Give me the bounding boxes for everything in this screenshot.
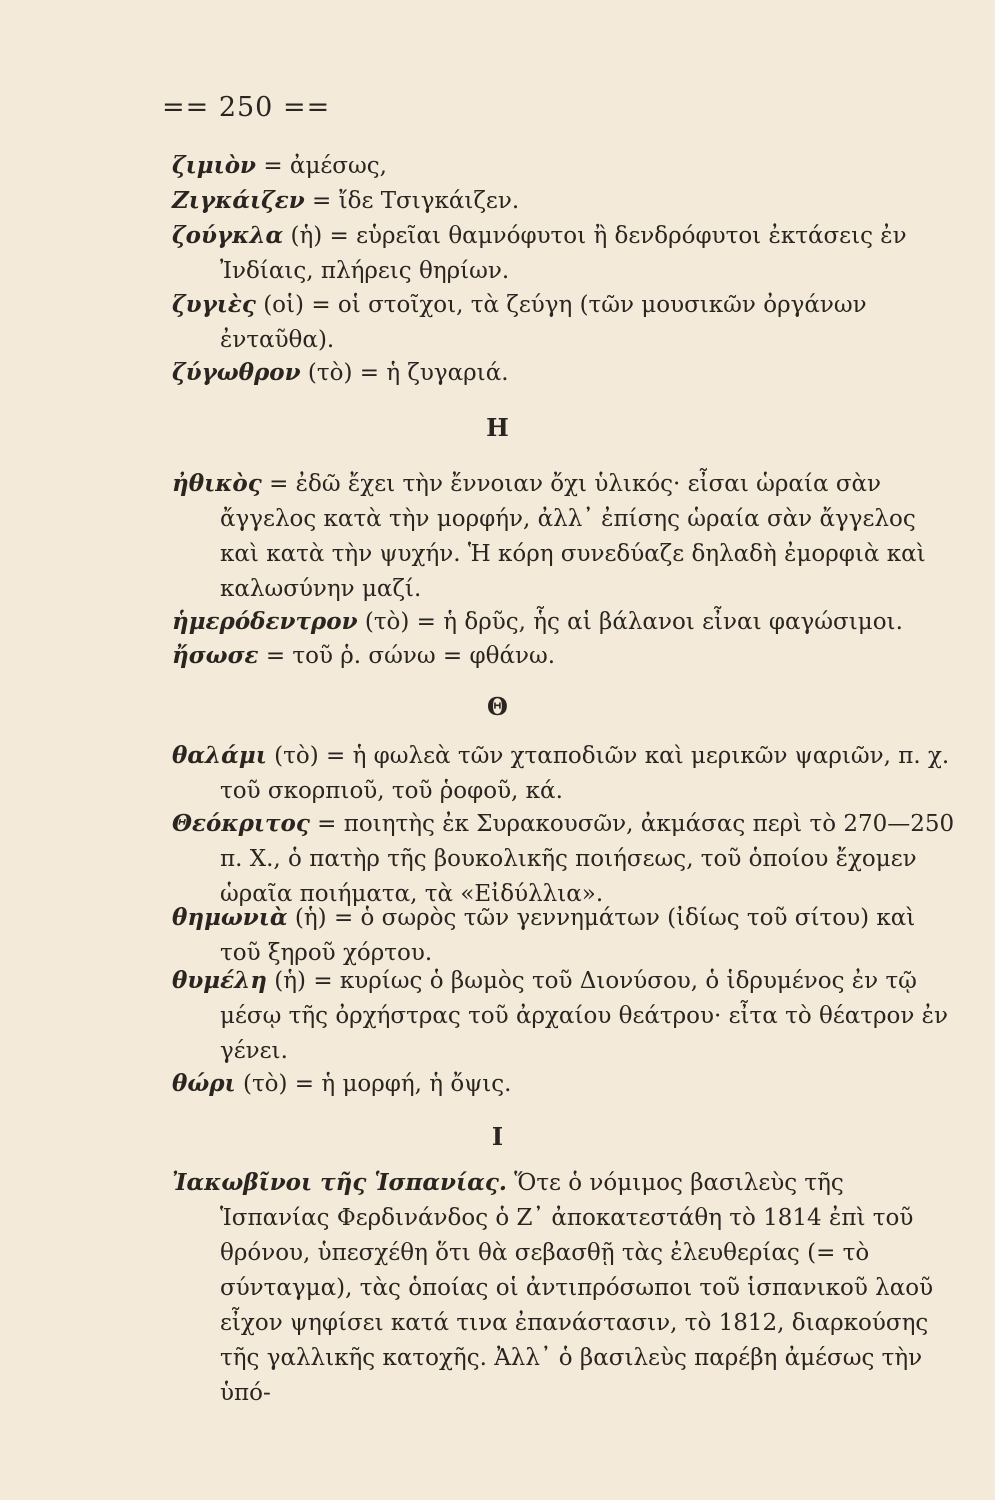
headword: ζυγιὲς bbox=[172, 291, 256, 318]
section-letter-iota: Ι bbox=[491, 1122, 504, 1151]
definition: (ἡ) = εὑρεῖαι θαμνόφυτοι ἢ δενδρόφυτοι ἐκτάσεις ἐν Ἰνδίαις, πλήρεις θηρίων. bbox=[220, 223, 907, 284]
headword: ζούγκλα bbox=[172, 222, 284, 249]
entry-iakovinoi bbox=[172, 1165, 960, 1411]
definition: = τοῦ ῥ. σώνω = φθάνω. bbox=[258, 643, 556, 669]
headword: Ἰακωβῖνοι τῆς Ἱσπανίας. bbox=[172, 1169, 507, 1196]
headword: ἠθικὸς bbox=[172, 470, 262, 497]
headword: Θεόκριτος bbox=[172, 810, 310, 837]
entry-zimion bbox=[172, 148, 960, 184]
definition: Ὅτε ὁ νόμιμος βασιλεὺς τῆς Ἱσπανίας Φερδινάνδος ὁ Ζ᾽ ἀποκατεστάθη τὸ 1814 ἐπὶ τοῦ θρόνου, ὑπεσχέθη ὅτι θὰ σεβασθῇ τὰς ἐλευθερίας (= τὸ σύνταγμα), τὰς ὁποίας οἱ ἀντιπρόσωποι τοῦ ἱσπανικοῦ λαοῦ εἶχον ψηφίσει κατά τινα ἐπανάστασιν, τὸ 1812, διαρκούσης τῆς γαλλικῆς κατοχῆς. Ἀλλ᾽ ὁ βασιλεὺς παρέβη ἀμέσως τὴν ὑπό- bbox=[220, 1170, 934, 1406]
definition: = ποιητὴς ἐκ Συρακουσῶν, ἀκμάσας περὶ τὸ 270—250 π. Χ., ὁ πατὴρ τῆς βουκολικῆς ποιήσεως, τοῦ ὁποίου ἔχομεν ὡραῖα ποιήματα, τὰ «Εἰδύλλια». bbox=[220, 811, 955, 907]
headword: θυμέλη bbox=[172, 967, 267, 994]
entry-theokritos bbox=[172, 806, 960, 912]
headword: θαλάμι bbox=[172, 742, 267, 769]
definition: (τὸ) = ἡ δρῦς, ἧς αἱ βάλανοι εἶναι φαγώσιμοι. bbox=[357, 609, 903, 635]
definition: (οἱ) = οἱ στοῖχοι, τὰ ζεύγη (τῶν μουσικῶν ὀργάνων ἐνταῦθα). bbox=[220, 292, 867, 353]
page-number: == 250 == bbox=[162, 92, 331, 123]
headword: ζύγωθρον bbox=[172, 359, 301, 386]
definition: (τὸ) = ἡ μορφή, ἡ ὄψις. bbox=[235, 1071, 512, 1097]
headword: Ζιγκάιζεν bbox=[172, 187, 305, 214]
headword: ἤσωσε bbox=[172, 642, 259, 669]
section-letter-theta: Θ bbox=[487, 692, 508, 721]
entry-ethikos bbox=[172, 466, 960, 607]
definition: (ἡ) = κυρίως ὁ βωμὸς τοῦ Διονύσου, ὁ ἱδρυμένος ἐν τῷ μέσῳ τῆς ὀρχήστρας τοῦ ἀρχαίου θεάτρου· εἶτα τὸ θέατρον ἐν γένει. bbox=[220, 968, 949, 1064]
headword: ἡμερόδεντρον bbox=[172, 608, 358, 635]
definition: (τὸ) = ἡ φωλεὰ τῶν χταποδιῶν καὶ μερικῶν ψαριῶν, π. χ. τοῦ σκορπιοῦ, τοῦ ῥοφοῦ, κά. bbox=[220, 743, 950, 804]
entry-thalami bbox=[172, 738, 960, 809]
entry-zougkla bbox=[172, 218, 960, 289]
entry-esose bbox=[172, 638, 960, 674]
entry-thymele bbox=[172, 963, 960, 1069]
entry-hemerodentron bbox=[172, 604, 960, 640]
headword: ζιμιὸν bbox=[172, 152, 257, 179]
definition: (ἡ) = ὁ σωρὸς τῶν γεννημάτων (ἰδίως τοῦ σίτου) καὶ τοῦ ξηροῦ χόρτου. bbox=[220, 905, 916, 966]
definition: = ἐδῶ ἔχει τὴν ἔννοιαν ὄχι ὑλικός· εἶσαι ὡραία σὰν ἄγγελος κατὰ τὴν μορφήν, ἀλλ᾽ ἐπίσης ὡραία σὰν ἄγγελος καὶ κατὰ τὴν ψυχήν. Ἡ κόρη συνεδύαζε δηλαδὴ ἐμορφιὰ καὶ καλωσύνην μαζί. bbox=[220, 471, 926, 602]
entry-themonia bbox=[172, 900, 960, 971]
definition: = ἴδε Τσιγκάιζεν. bbox=[304, 188, 520, 214]
section-letter-eta: Η bbox=[486, 413, 509, 442]
definition: = ἀμέσως, bbox=[256, 153, 387, 179]
headword: θημωνιὰ bbox=[172, 904, 288, 931]
entry-zygies bbox=[172, 287, 960, 358]
entry-thori bbox=[172, 1066, 960, 1102]
headword: θώρι bbox=[172, 1070, 236, 1097]
entry-zigkaizen bbox=[172, 183, 960, 219]
definition: (τὸ) = ἡ ζυγαριά. bbox=[300, 360, 509, 386]
entry-zygothron bbox=[172, 355, 960, 391]
